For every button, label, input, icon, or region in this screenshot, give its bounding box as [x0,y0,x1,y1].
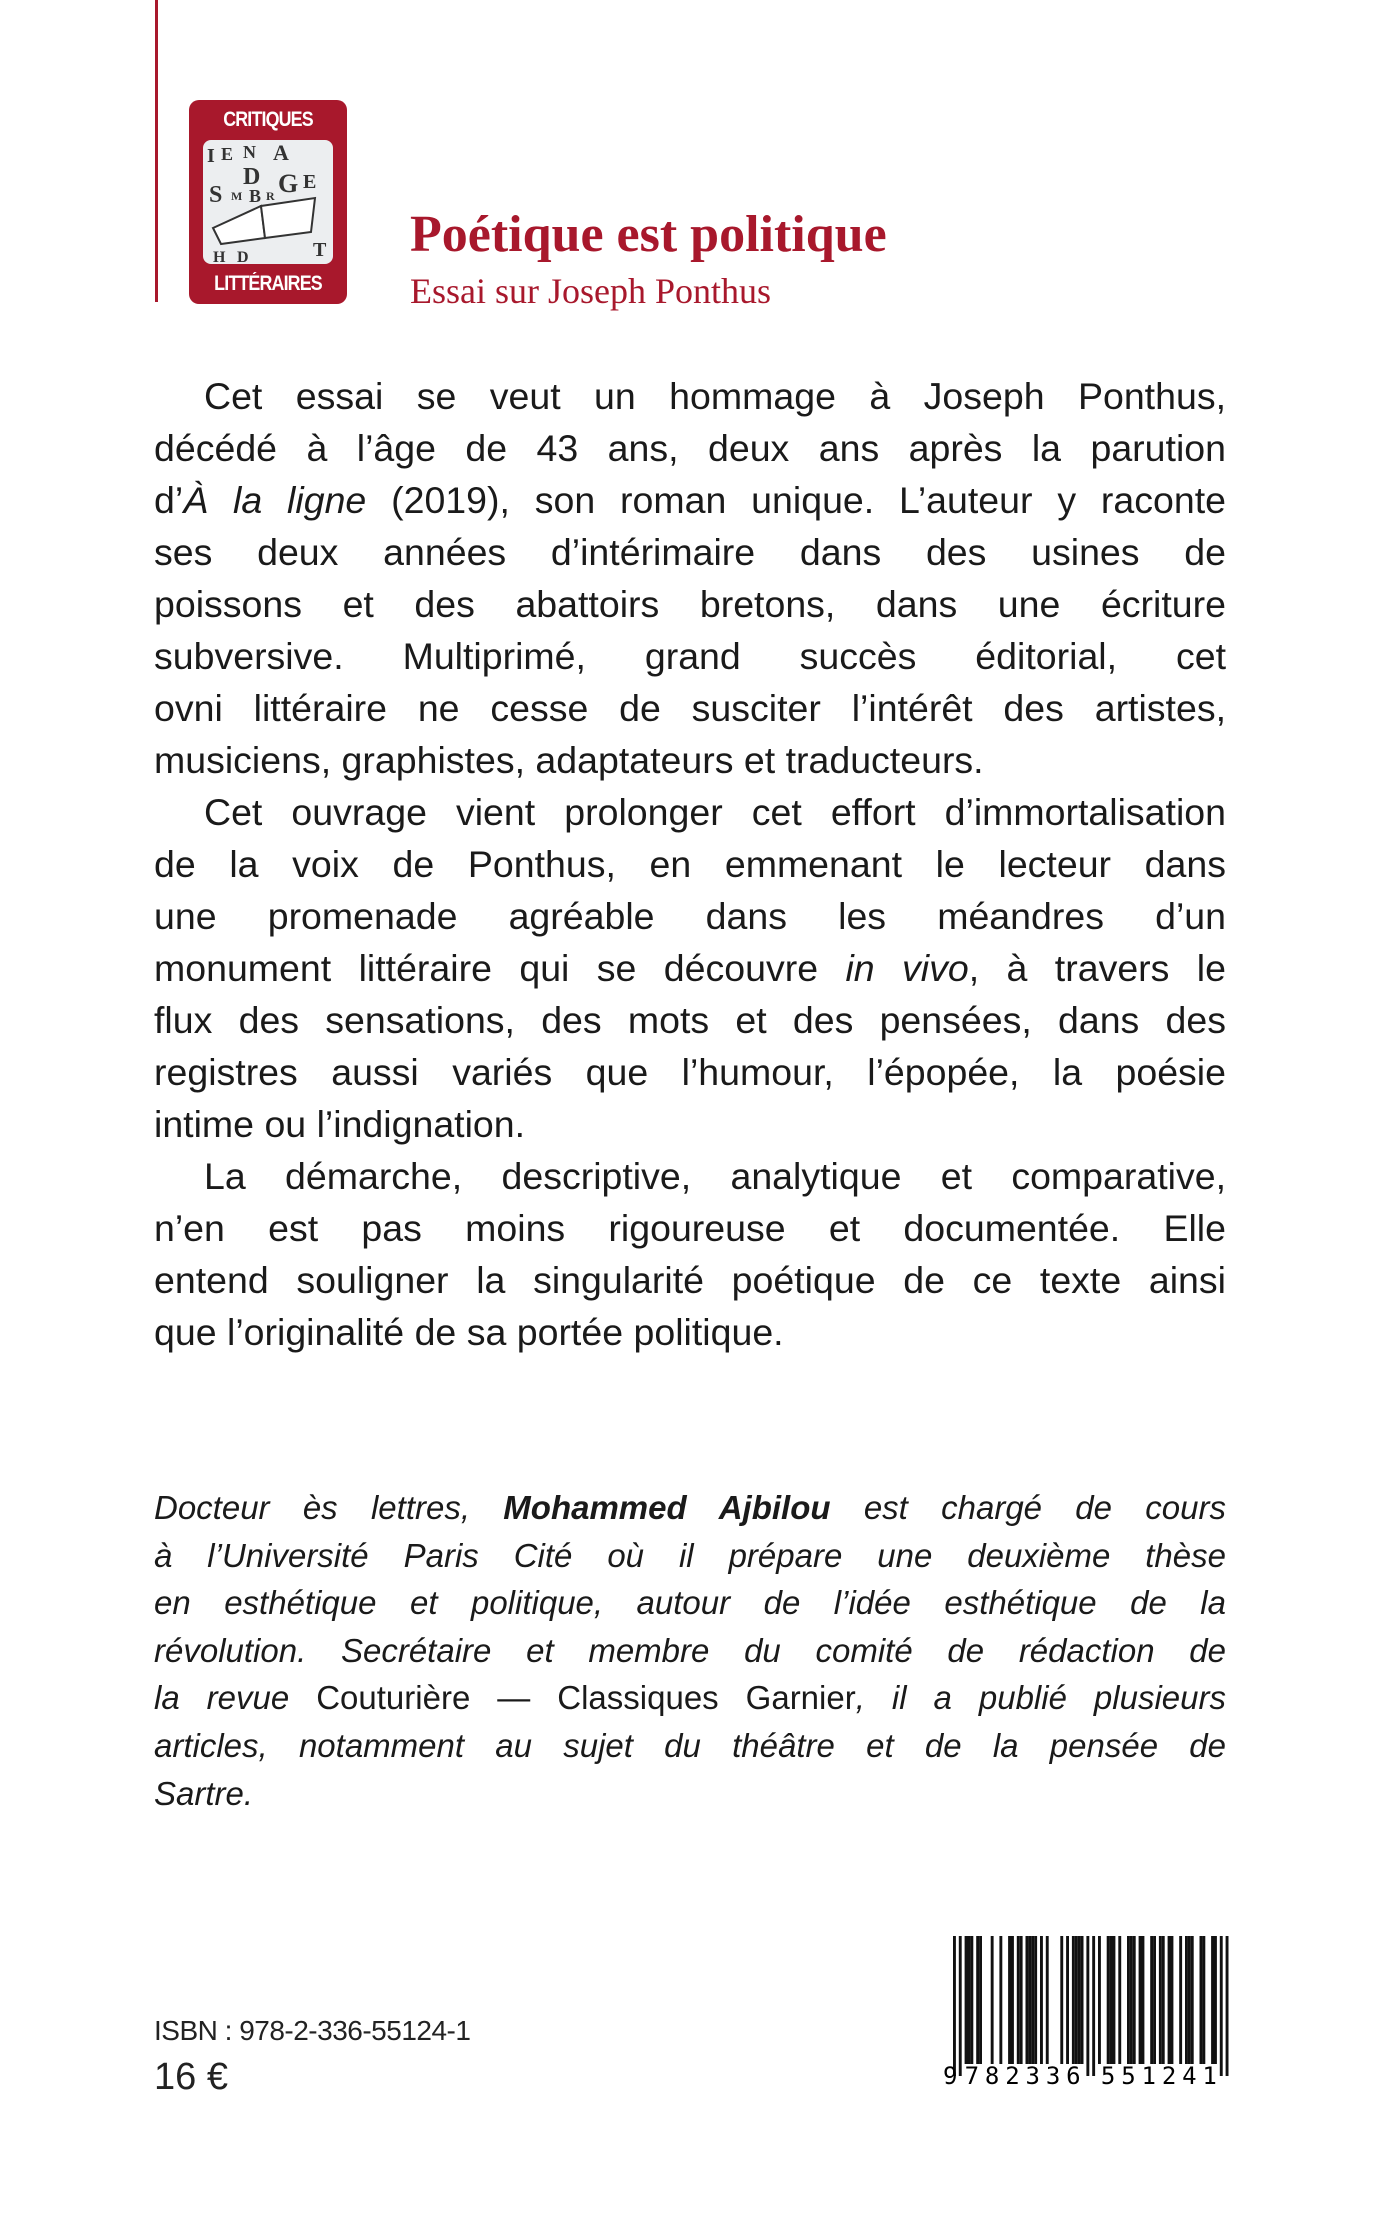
barcode-bar [1211,1936,1214,2064]
barcode-bar [999,1936,1002,2064]
text-segment: Docteur ès lettres, [154,1489,504,1526]
barcode-bar [1130,1936,1133,2064]
barcode-digit: 3 [1045,2062,1061,2086]
barcode-bar [1072,1936,1075,2064]
collection-logo [189,100,347,304]
barcode-digit: 2 [1005,2062,1020,2086]
barcode-bar [1081,1936,1084,2064]
text-line [154,1627,1226,1675]
text-line [154,1098,1226,1150]
barcode-bar [1086,1936,1089,2076]
barcode-bar [1075,1936,1078,2064]
text-segment: Sartre. [154,1774,254,1812]
open-book-icon [203,140,333,264]
text-line [154,474,1226,526]
barcode-bar [1011,1936,1014,2064]
text-line [154,630,1226,682]
barcode-bar [1110,1936,1113,2064]
text-segment: ovni littéraire ne cesse de susciter l’intérêt des artistes, [154,687,1226,729]
svg-text:E: E [221,144,234,164]
svg-text:M: M [231,189,243,203]
barcode-digit: 4 [1182,2062,1197,2086]
text-segment: entend souligner la singularité poétique de ce texte ainsi [154,1259,1226,1301]
svg-text:N: N [243,142,256,162]
isbn: ISBN : 978-2-336-55124-1 [154,2015,471,2046]
text-segment: (2019), son roman unique. L’auteur y raconte [366,479,1226,521]
barcode-bar [1046,1936,1049,2064]
text-segment: est chargé de cours [830,1489,1226,1526]
text-line [154,994,1226,1046]
book-title: Poétique est politique [410,206,887,263]
barcode-bar [1168,1936,1171,2064]
barcode-bar [979,1936,982,2064]
text-segment: une promenade agréable dans les méandres d’un [154,895,1226,937]
barcode-bar [1188,1936,1191,2064]
svg-text:E: E [303,171,317,193]
book-subtitle: Essai sur Joseph Ponthus [410,271,772,311]
barcode-bar [1200,1936,1203,2064]
logo-bottom-text: LITTÉRAIRES [214,272,322,295]
barcode-bar [1020,1936,1023,2064]
text-line [154,682,1226,734]
barcode-bar [1066,1936,1069,2064]
text-segment: musiciens, graphistes, adaptateurs et traducteurs. [154,739,984,781]
barcode-digit: 7 [964,2062,980,2086]
svg-text:D: D [237,249,249,264]
text-line [154,734,1226,786]
text-line [154,1254,1226,1306]
text-segment: , il a publié plusieurs [855,1679,1227,1717]
author-name: Mohammed Ajbilou [503,1489,831,1526]
text-line [154,1770,1226,1818]
text-segment: subversive. Multiprimé, grand succès éditorial, cet [154,635,1226,677]
barcode-bar [959,1936,962,2076]
svg-text:I: I [207,145,215,167]
barcode-bar [1220,1936,1223,2076]
text-segment: décédé à l’âge de 43 ans, deux ans après la parution [154,427,1226,469]
barcode-bar [1028,1936,1031,2064]
barcode-bar [1153,1936,1156,2064]
text-segment: la revue [154,1679,317,1717]
text-line [154,1150,1226,1202]
svg-text:H: H [213,249,226,264]
text-line [154,1484,1226,1532]
svg-text:D: D [243,164,261,190]
barcode-bar [970,1936,973,2064]
decorative-rule [155,0,158,302]
barcode-digit: 2 [1161,2062,1177,2086]
barcode-bar [965,1936,968,2064]
text-segment: registres aussi variés que l’humour, l’épopée, la poésie [154,1051,1226,1093]
barcode-bar [1107,1936,1110,2064]
barcode-digit: 1 [1141,2062,1156,2086]
barcode-bar [1060,1936,1063,2064]
text-segment: révolution. Secrétaire et membre du comité de rédaction de [154,1631,1226,1669]
text-line [154,1046,1226,1098]
barcode-digit: 9 [943,2062,958,2086]
text-line [154,422,1226,474]
text-segment: que l’originalité de sa portée politique. [154,1311,784,1353]
barcode-bar [1034,1936,1037,2064]
barcode-bar [1118,1936,1121,2064]
barcode-bar [1226,1936,1229,2076]
text-line [154,1306,1226,1358]
text-segment: , à travers le [968,947,1226,989]
text-line [154,890,1226,942]
barcode-digit: 5 [1121,2062,1136,2086]
barcode-bar [1202,1936,1205,2064]
italic-title: À la ligne [183,479,367,521]
blurb [154,370,1226,1358]
barcode-digit: 6 [1066,2062,1081,2086]
journal-name: Couturière — Classiques Garnier [316,1679,856,1717]
svg-text:A: A [273,140,289,165]
barcode-digit: 3 [1025,2062,1040,2086]
text-segment: en esthétique et politique, autour de l’idée esthétique de la [154,1584,1226,1622]
text-line [154,1579,1226,1627]
barcode-bar [953,1936,956,2076]
barcode-digit: 8 [984,2062,1000,2086]
barcode-bar [1092,1936,1095,2076]
text-segment: articles, notamment au sujet du théâtre et de la pensée de [154,1726,1226,1764]
text-segment: monument littéraire qui se découvre [154,947,846,989]
text-segment: de la voix de Ponthus, en emmenant le lecteur dans [154,843,1226,885]
text-segment: d’ [154,479,184,521]
barcode-bar [1026,1936,1029,2064]
author-bio [154,1484,1226,1817]
barcode-bar [1191,1936,1194,2064]
text-segment: à l’Université Paris Cité où il prépare une deuxième thèse [154,1536,1226,1574]
barcode-bar [991,1936,994,2064]
svg-text:B: B [249,186,262,206]
text-line [154,942,1226,994]
text-segment: La démarche, descriptive, analytique et comparative, [204,1155,1226,1197]
barcode-bar [1098,1936,1101,2064]
barcode-bar [1150,1936,1153,2064]
barcode-bar [1017,1936,1020,2064]
text-line [154,1202,1226,1254]
text-segment: flux des sensations, des mots et des pensées, dans des [154,999,1226,1041]
text-segment: intime ou l’indignation. [154,1103,526,1145]
italic-title: in vivo [845,947,969,989]
barcode-bar [1214,1936,1217,2064]
text-line [154,1674,1226,1722]
price: 16 € [154,2056,228,2098]
text-line [154,838,1226,890]
barcode-bar [1159,1936,1162,2064]
barcode-bar [1179,1936,1182,2064]
barcode-bar [1142,1936,1145,2064]
barcode-bar [1185,1936,1188,2064]
barcode-bar [1133,1936,1136,2064]
text-segment: Cet ouvrage vient prolonger cet effort d’immortalisation [204,791,1226,833]
svg-text:R: R [266,189,275,203]
barcode-digit: 1 [1202,2062,1217,2086]
barcode-bar [1031,1936,1034,2064]
barcode-bar [976,1936,979,2064]
barcode-bar [1139,1936,1142,2064]
text-line [154,1532,1226,1580]
barcode-bar [1078,1936,1081,2064]
svg-text:S: S [209,182,223,208]
barcode-bar [1162,1936,1165,2064]
text-line [154,1722,1226,1770]
svg-text:T: T [313,239,327,261]
text-line [154,370,1226,422]
text-line [154,578,1226,630]
text-line [154,526,1226,578]
barcode-bar [1008,1936,1011,2064]
text-segment: n’en est pas moins rigoureuse et documentée. Elle [154,1207,1226,1249]
text-segment: poissons et des abattoirs bretons, dans une écriture [154,583,1226,625]
barcode-bar [1171,1936,1174,2064]
barcode-bar [1127,1936,1130,2064]
text-segment: Cet essai se veut un hommage à Joseph Ponthus, [204,375,1226,417]
logo-top-text: CRITIQUES [223,108,313,131]
barcode-bar [1113,1936,1116,2064]
text-segment: ses deux années d’intérimaire dans des usines de [154,531,1226,573]
barcode-digit: 5 [1100,2062,1116,2086]
svg-text:G: G [278,169,299,198]
barcode-bar [1040,1936,1043,2064]
barcode-bar [968,1936,971,2064]
barcode [941,1936,1231,2086]
text-line [154,786,1226,838]
